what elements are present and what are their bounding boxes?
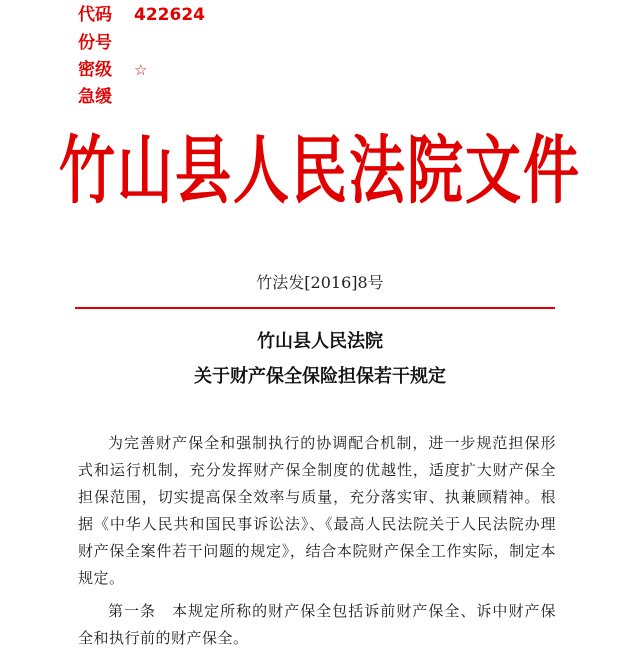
secret-level-field	[78, 59, 338, 81]
document-body	[78, 430, 556, 658]
title-issuer: 竹山县人民法院	[257, 331, 383, 352]
red-divider	[75, 307, 555, 309]
code-field	[78, 4, 338, 26]
star-icon: ☆	[134, 61, 148, 79]
copy-number-field	[78, 32, 338, 54]
code-label: 代码	[78, 5, 112, 25]
copy-number-label: 份号	[78, 33, 112, 53]
body-paragraph: 第一条 本规定所称的财产保全包括诉前财产保全、诉中财产保全和执行前的财产保全。	[78, 602, 556, 647]
code-value: 422624	[134, 5, 205, 25]
urgency-label: 急缓	[78, 87, 112, 107]
document-number: 竹法发[2016]8号	[256, 273, 384, 292]
title-subject: 关于财产保全保险担保若干规定	[194, 366, 446, 387]
document-banner: 竹山县人民法院文件	[59, 128, 581, 215]
urgency-field	[78, 86, 338, 108]
body-paragraph: 为完善财产保全和强制执行的协调配合机制，进一步规范担保形式和运行机制，充分发挥财产保全制度的优越性，适度扩大财产保全担保范围，切实提高保全效率与质量，充分落实审、执兼顾精神。根据《中华人民共和国民事诉讼法》、《最高人民法院关于人民法院办理财产保全案件若干问题的规定》，结合本院财产保全工作实际，制定本规定。	[78, 434, 556, 587]
secret-level-label: 密级	[78, 60, 112, 80]
